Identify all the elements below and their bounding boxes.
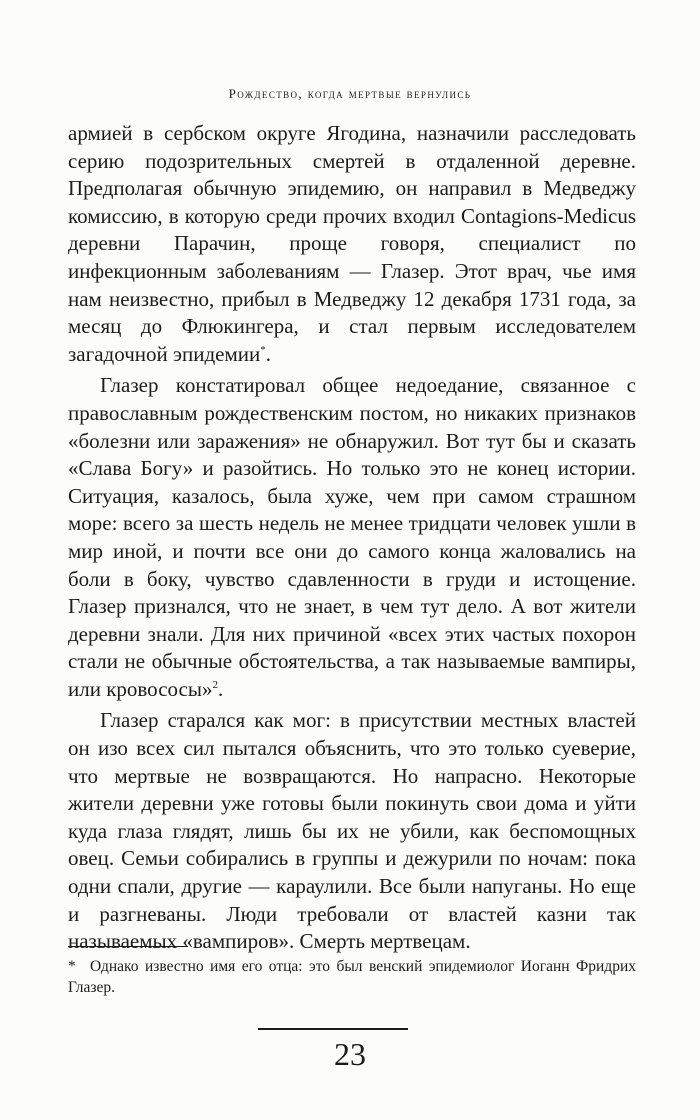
paragraph-1: армией в сербском округе Ягодина, назначили расследовать серию подозрительных смертей в отдаленной деревне. Предполагая обычную эпидемию, он направил в Медведжу комиссию, в которую среди прочих входил Contagions-Medicus деревни Парачин, проще говоря, специалист по инфекционным заболеваниям — Глазер. Этот врач, чье имя нам неизвестно, прибыл в Медведжу 12 декабря 1731 года, за месяц до Флюкингера, и стал первым исследователем загадочной эпидемии*. — [68, 121, 636, 366]
footnote-marker: * — [68, 958, 76, 975]
paragraph-2: Глазер констатировал общее недоедание, связанное с православным рождественским постом, но никаких признаков «болезни или заражения» не обнаружил. Вот тут бы и сказать «Слава Богу» и разойтись. Но только это не конец истории. Ситуация, казалось, была хуже, чем при самом страшном море: всего за шесть недель не менее тридцати человек ушли в мир иной, и почти все они до самого конца жаловались на боли в боку, чувство сдавленности в груди и истощение. Глазер признался, что не знает, в чем тут дело. А вот жители деревни знали. Для них причиной «всех этих частых похорон стали не обычные обстоятельства, а так называемые вампиры, или кровососы»$^2$. — [68, 373, 636, 701]
footnote-ref-2: 2 — [212, 678, 218, 691]
paragraph-1-text: армией в сербском округе Ягодина, назначили расследовать серию подозрительных смертей в отдаленной деревне. Предполагая обычную эпидемию, он направил в Медведжу комиссию, в которую среди прочих входил Contagions-Medicus деревни Парачин, проще говоря, специалист по инфекционным заболеваниям — Глазер. Этот врач, чье имя нам неизвестно, прибыл в Медведжу 12 декабря 1731 года, за месяц до Флюкингера, и стал первым исследователем загадочной эпидемии — [68, 121, 636, 366]
paragraph-3 — [68, 707, 636, 955]
page-number: 23 — [334, 1036, 366, 1072]
footnote-text: Однако известно имя его отца: это был венский эпидемиолог Иоганн Фридрих Глазер. — [68, 958, 636, 996]
footnote — [68, 957, 636, 998]
footnote-area — [68, 946, 636, 998]
body-text — [68, 120, 636, 956]
footnote-divider — [68, 946, 188, 947]
page-number-rule — [258, 1028, 408, 1030]
footnote-ref-1: * — [260, 343, 266, 356]
paragraph-3-text: Глазер старался как мог: в присутствии местных властей он изо всех сил пытался объяснить, что это только суеверие, что мертвые не возвращаются. Но напрасно. Некоторые жители деревни уже готовы были покинуть свои дома и уйти куда глаза глядят, лишь бы их не убили, как беспомощных овец. Семьи собирались в группы и дежурили по ночам: пока одни спали, другие — караулили. Все были напуганы. Но еще и разгневаны. Люди требовали от властей казни так называемых «вампиров». Смерть мертвецам. — [68, 708, 636, 954]
paragraph-2-text: Глазер констатировал общее недоедание, связанное с православным рождественским постом, но никаких признаков «болезни или заражения» не обнаружил. Вот тут бы и сказать «Слава Богу» и разойтись. Но только это не конец истории. Ситуация, казалось, была хуже, чем при самом страшном море: всего за шесть недель не менее тридцати человек ушли в мир иной, и почти все они до самого конца жаловались на боли в боку, чувство сдавленности в груди и истощение. Глазер признался, что не знает, в чем тут дело. А вот жители деревни знали. Для них причиной «всех этих частых похорон стали не обычные обстоятельства, а так называемые вампиры, или кровососы» — [68, 373, 636, 701]
running-head: Рождество, когда мертвые вернулись — [228, 86, 472, 101]
